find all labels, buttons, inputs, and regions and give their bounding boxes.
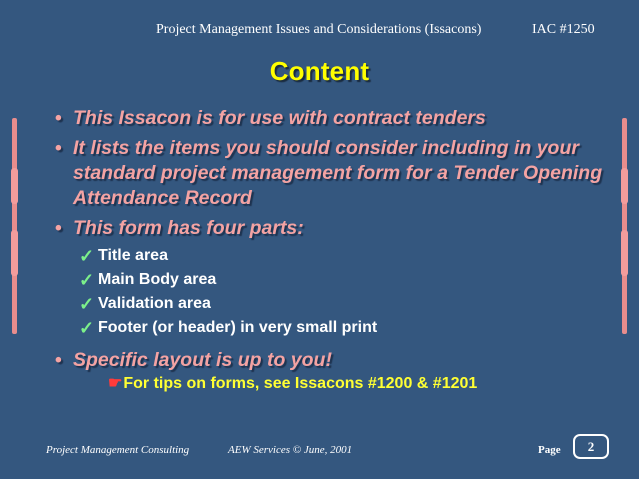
bullet-text: This Issacon is for use with contract tenders	[73, 107, 486, 129]
bullet-item	[52, 348, 612, 373]
checkmark-icon: ✓	[79, 318, 95, 338]
form-part-label: Footer (or header) in very small print	[98, 319, 378, 336]
tip-text: For tips on forms, see Issacons #1200 & #1201	[123, 375, 478, 392]
form-part-label: Title area	[98, 247, 168, 264]
bullet-text: Specific layout is up to you!	[73, 349, 332, 371]
bullet-item	[52, 136, 612, 211]
checkmark-icon: ✓	[79, 270, 95, 290]
form-parts-list	[79, 244, 612, 340]
header	[0, 22, 639, 42]
page-label: Page	[538, 444, 561, 456]
right-decorative-bar	[622, 118, 627, 334]
footer	[0, 439, 639, 462]
form-part-item	[79, 292, 612, 316]
bullet-icon: •	[55, 349, 62, 371]
bullet-icon: •	[55, 107, 62, 129]
pointing-hand-icon: ☛	[108, 375, 123, 392]
form-part-label: Validation area	[98, 295, 211, 312]
form-part-item	[79, 268, 612, 292]
header-title: Project Management Issues and Considerations (Issacons)	[156, 22, 482, 37]
footer-company: Project Management Consulting	[46, 444, 190, 456]
header-code: IAC #1250	[532, 22, 595, 37]
bullet-item	[52, 216, 612, 241]
content-list	[52, 106, 612, 373]
form-part-label: Main Body area	[98, 271, 217, 288]
form-part-item	[79, 244, 612, 268]
bullet-item	[52, 106, 612, 131]
left-decorative-bar	[12, 118, 17, 334]
form-part-item	[79, 316, 612, 340]
bullet-icon: •	[55, 137, 62, 159]
page-number: 2	[573, 434, 609, 459]
page-title: Content	[269, 56, 370, 86]
footer-copyright: AEW Services © June, 2001	[228, 444, 353, 456]
checkmark-icon: ✓	[79, 246, 95, 266]
checkmark-icon: ✓	[79, 294, 95, 314]
tip-note	[108, 373, 477, 393]
bullet-text: This form has four parts:	[73, 217, 304, 239]
bullet-text: It lists the items you should consider including in your standard project management form for a Tender Opening Attendance Record	[73, 137, 603, 209]
bullet-icon: •	[55, 217, 62, 239]
